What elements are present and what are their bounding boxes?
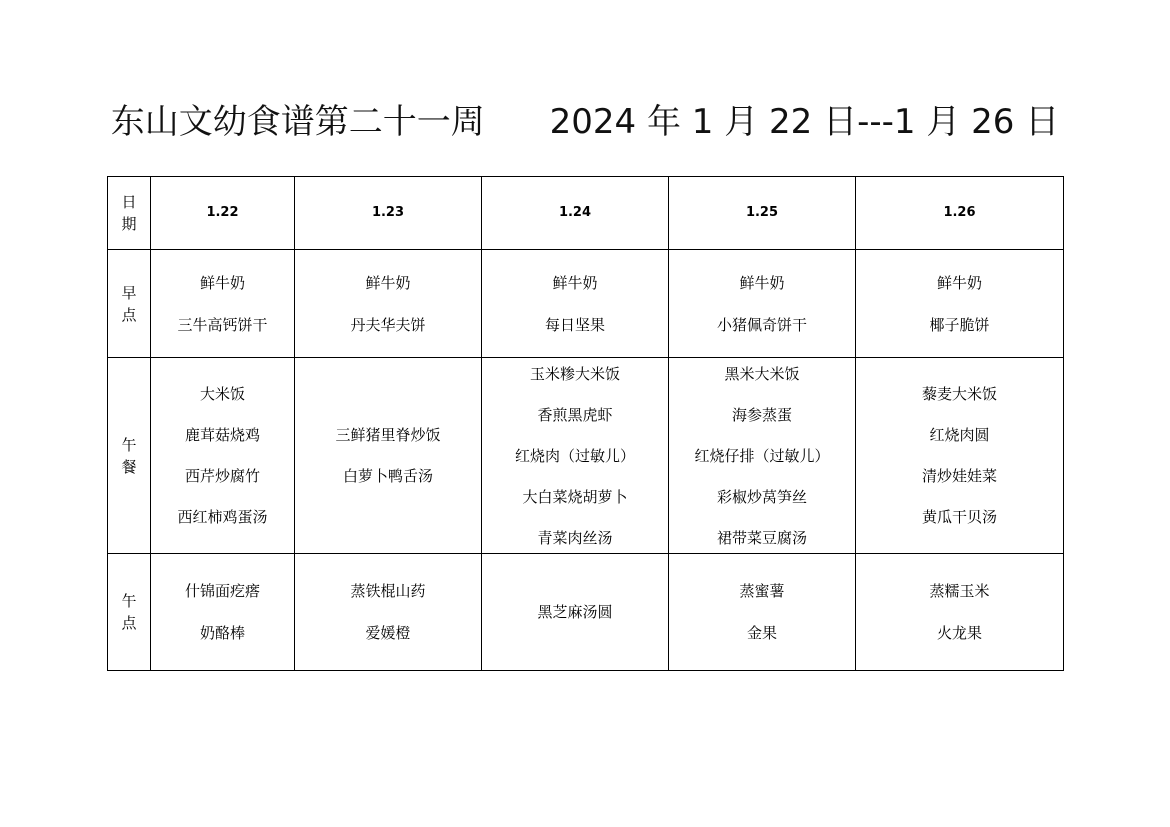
- dish-list: [482, 250, 668, 357]
- dish-item: 大白菜烧胡萝卜: [522, 487, 628, 506]
- menu-cell: [482, 250, 669, 358]
- dish-list: [856, 250, 1063, 357]
- menu-cell: [669, 358, 856, 554]
- dish-item: 彩椒炒莴笋丝: [716, 487, 807, 506]
- dish-item: 海参蒸蛋: [731, 405, 792, 424]
- dish-item: 火龙果: [936, 624, 982, 642]
- dish-item: 玉米糁大米饭: [529, 364, 620, 383]
- menu-cell: [151, 250, 295, 358]
- dish-item: 红烧仔排（过敏儿）: [694, 446, 830, 465]
- menu-cell: [482, 358, 669, 554]
- label-char: 早: [121, 283, 137, 302]
- dish-item: 三鲜猪里脊炒饭: [335, 426, 441, 444]
- breakfast-row: [108, 250, 1064, 358]
- dish-list: [669, 554, 855, 670]
- menu-cell: [482, 554, 669, 671]
- meal-label: [108, 554, 151, 671]
- date-cell: 1.22: [151, 177, 295, 250]
- dish-item: 清炒娃娃菜: [921, 467, 997, 485]
- menu-cell: [856, 358, 1064, 554]
- label-char: 午: [121, 592, 137, 610]
- menu-cell: [295, 250, 482, 358]
- lunch-row: [108, 358, 1064, 554]
- dish-item: 黑芝麻汤圆: [537, 603, 613, 621]
- dish-item: 什锦面疙瘩: [184, 582, 260, 600]
- dish-item: 西红柿鸡蛋汤: [177, 508, 268, 526]
- menu-cell: [856, 554, 1064, 671]
- label-char: 期: [121, 215, 137, 233]
- dish-item: 小猪佩奇饼干: [716, 315, 807, 334]
- dish-item: 爱媛橙: [365, 624, 411, 642]
- dish-list: [856, 358, 1063, 553]
- label-char: 点: [121, 305, 137, 324]
- date-cell: 1.24: [482, 177, 669, 250]
- dish-item: 蒸铁棍山药: [350, 582, 426, 600]
- menu-cell: [856, 250, 1064, 358]
- dish-item: 西芹炒腐竹: [184, 467, 260, 485]
- meal-label: [108, 358, 151, 554]
- label-char: 日: [121, 193, 137, 211]
- dish-item: 每日坚果: [544, 315, 605, 334]
- dish-item: 红烧肉圆: [929, 426, 990, 444]
- dish-item: 蒸蜜薯: [739, 582, 785, 600]
- dish-item: 金果: [746, 624, 777, 642]
- dish-item: 青菜肉丝汤: [537, 528, 613, 547]
- dish-item: 鲜牛奶: [199, 273, 245, 292]
- dish-item: 奶酪棒: [199, 624, 245, 642]
- label-char: 点: [121, 614, 137, 632]
- dish-item: 红烧肉（过敏儿）: [514, 446, 635, 465]
- dish-item: 白萝卜鸭舌汤: [342, 467, 433, 485]
- dish-item: 裙带菜豆腐汤: [716, 528, 807, 547]
- dish-list: [856, 554, 1063, 670]
- dish-list: [669, 358, 855, 553]
- menu-cell: [151, 358, 295, 554]
- dish-list: [151, 250, 294, 357]
- weekly-menu-table: [107, 176, 1064, 671]
- dish-item: 丹夫华夫饼: [350, 315, 426, 334]
- label-char: 午: [121, 435, 137, 454]
- dish-item: 鲜牛奶: [365, 273, 411, 292]
- dish-list: [295, 554, 481, 670]
- dish-item: 鲜牛奶: [739, 273, 785, 292]
- afternoon-snack-row: [108, 554, 1064, 671]
- dish-item: 鹿茸菇烧鸡: [184, 426, 260, 444]
- dish-item: 大米饭: [199, 385, 245, 403]
- dish-list: [669, 250, 855, 357]
- dish-list: [482, 554, 668, 670]
- meal-label: [108, 250, 151, 358]
- date-header-row: [108, 177, 1064, 250]
- menu-cell: [295, 358, 482, 554]
- dish-item: 三牛高钙饼干: [177, 315, 268, 334]
- menu-cell: [669, 554, 856, 671]
- dish-list: [295, 358, 481, 553]
- date-cell: 1.26: [856, 177, 1064, 250]
- date-cell: 1.25: [669, 177, 856, 250]
- dish-item: 藜麦大米饭: [921, 385, 997, 403]
- dish-item: 香煎黑虎虾: [537, 405, 613, 424]
- dish-item: 鲜牛奶: [936, 273, 982, 292]
- page-title: 东山文幼食谱第二十一周 2024 年 1 月 22 日---1 月 26 日: [110, 102, 1060, 142]
- dish-item: 蒸糯玉米: [929, 582, 990, 600]
- dish-list: [295, 250, 481, 357]
- label-char: 餐: [121, 457, 137, 476]
- dish-list: [482, 358, 668, 553]
- dish-list: [151, 358, 294, 553]
- menu-cell: [669, 250, 856, 358]
- date-cell: 1.23: [295, 177, 482, 250]
- dish-item: 鲜牛奶: [552, 273, 598, 292]
- dish-item: 椰子脆饼: [929, 315, 990, 334]
- dish-list: [151, 554, 294, 670]
- menu-cell: [295, 554, 482, 671]
- date-corner-label: [108, 177, 151, 250]
- menu-cell: [151, 554, 295, 671]
- dish-item: 黄瓜干贝汤: [921, 508, 997, 526]
- dish-item: 黑米大米饭: [724, 364, 800, 383]
